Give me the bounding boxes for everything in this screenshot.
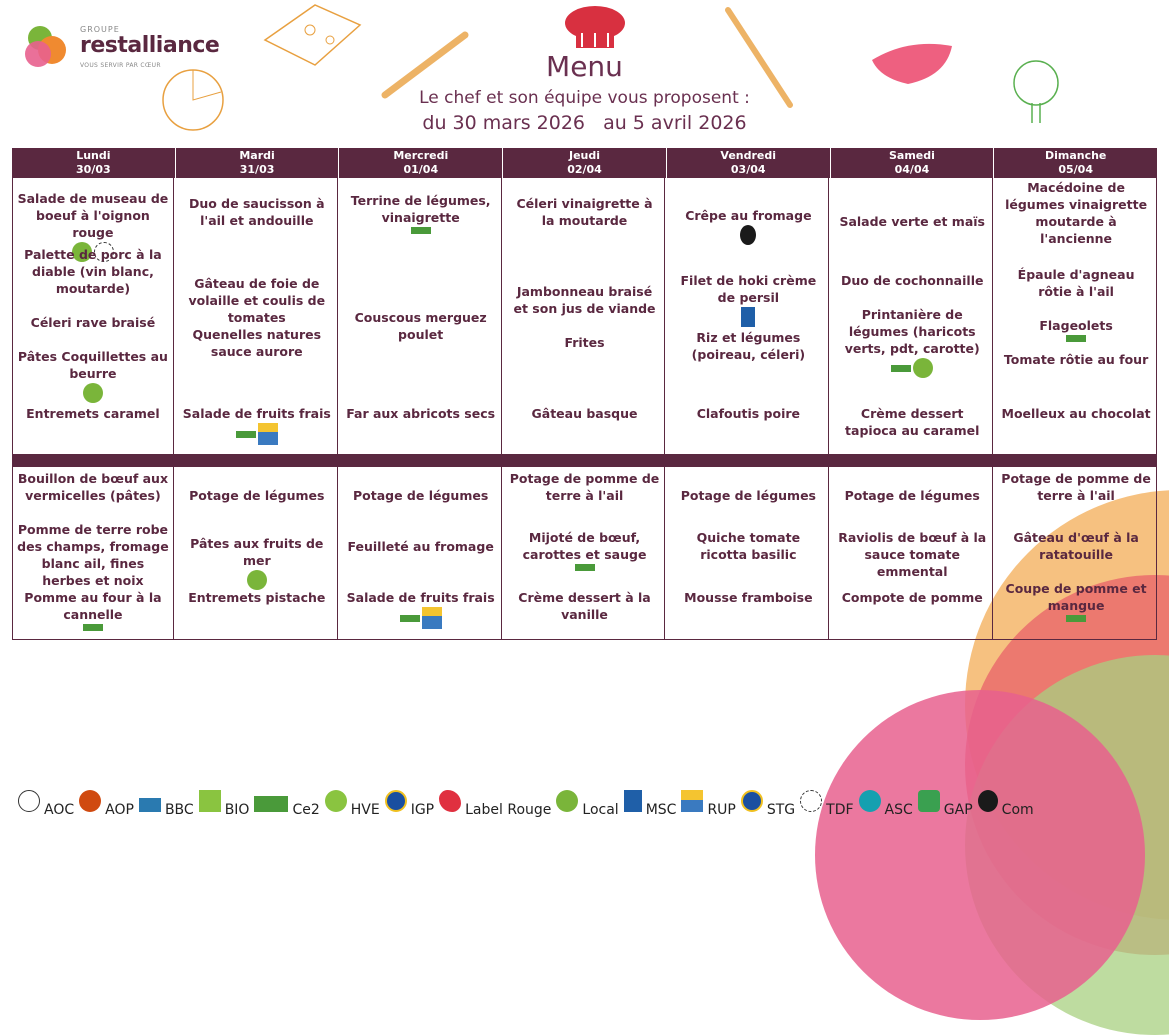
legend-item-aop: AOP	[79, 796, 134, 818]
dish: Compote de pomme	[841, 590, 983, 605]
dish: Coupe de pomme et mangue	[1000, 580, 1152, 622]
dish: Pâtes aux fruits de mer	[181, 535, 333, 590]
date-to: au 5 avril 2026	[603, 112, 747, 134]
dish: Céleri vinaigrette à la moutarde	[516, 196, 653, 228]
ce2-icon	[83, 624, 103, 631]
aop-icon	[79, 790, 101, 812]
dish: Duo de saucisson à l'ail et andouille	[188, 196, 325, 228]
lunch-cell-mardi	[177, 178, 338, 454]
lunch-cell-dimanche	[996, 178, 1156, 454]
label-legend	[18, 788, 1039, 818]
dinner-cell-vendredi	[668, 467, 829, 639]
legend-item-aoc: AOC	[18, 796, 74, 818]
legend-item-rup: RUP	[681, 796, 735, 818]
dish: Quenelles natures sauce aurore	[192, 327, 322, 359]
bio-icon	[913, 358, 933, 378]
dish: Moelleux au chocolat	[1001, 406, 1151, 421]
dish: Gâteau d'œuf à la ratatouille	[1013, 530, 1139, 562]
day-name: Jeudi	[569, 149, 601, 162]
dish: Gâteau basque	[531, 406, 638, 421]
legend-item-msc: MSC	[624, 796, 677, 818]
dish: Riz et légumes (poireau, céleri)	[691, 330, 806, 362]
dinner-cell-jeudi	[505, 467, 666, 639]
day-name: Dimanche	[1044, 149, 1107, 162]
day-date: 01/04	[403, 163, 439, 176]
legend-item-bio: BIO	[199, 796, 250, 818]
ce2-icon	[236, 431, 256, 438]
day-date: 02/04	[567, 163, 602, 176]
dish: Potage de légumes	[680, 488, 816, 503]
dish: Entremets caramel	[26, 406, 160, 421]
dish: Couscous merguez poulet	[354, 310, 487, 342]
stg-icon	[741, 790, 763, 812]
day-name: Vendredi	[720, 149, 777, 162]
local-icon	[258, 423, 278, 445]
day-date: 03/04	[730, 163, 766, 176]
local-icon	[422, 607, 442, 629]
dish: Printanière de légumes (haricots verts, pdt, carotte)	[836, 306, 988, 378]
dish: Salade de fruits frais	[181, 405, 333, 445]
dish: Tomate rôtie au four	[1003, 352, 1149, 367]
bbc-icon	[139, 798, 161, 812]
dish: Crêpe au fromage	[672, 207, 824, 245]
aoc-icon	[18, 790, 40, 812]
legend-item-igp: IGP	[385, 796, 434, 818]
dish: Potage de légumes	[844, 488, 980, 503]
day-header	[503, 148, 667, 178]
msc-icon	[741, 307, 755, 327]
legend-item-gap: GAP	[918, 796, 973, 818]
dish: Palette de porc à la diable (vin blanc, moutarde)	[24, 247, 162, 296]
rup-icon	[681, 790, 703, 812]
dinner-cell-dimanche	[996, 467, 1156, 639]
day-header	[667, 148, 831, 178]
fairtrade-icon	[740, 225, 756, 245]
ce2-icon	[400, 615, 420, 622]
bio-icon	[247, 570, 267, 590]
ce2-icon	[254, 796, 288, 812]
igp-icon	[385, 790, 407, 812]
legend-item-com: Com	[978, 796, 1034, 818]
day-date: 04/04	[894, 163, 930, 176]
logo-tagline-text: VOUS SERVIR PAR CŒUR	[80, 62, 161, 69]
dish: Potage de légumes	[353, 488, 489, 503]
label-rouge-icon	[439, 790, 461, 812]
lunch-cell-lundi	[13, 178, 174, 454]
day-name: Samedi	[888, 149, 935, 162]
day-name: Mardi	[239, 149, 275, 162]
bio-icon	[83, 383, 103, 403]
dish: Crème dessert à la vanille	[518, 590, 651, 622]
ce2-icon	[1066, 615, 1086, 622]
asc-icon	[859, 790, 881, 812]
legend-item-stg: STG	[741, 796, 795, 818]
dinner-cell-lundi	[13, 467, 174, 639]
dish: Terrine de légumes, vinaigrette	[345, 192, 497, 234]
dish: Potage de légumes	[189, 488, 325, 503]
dish: Salade de museau de boeuf à l'oignon rouge	[17, 190, 169, 262]
dish: Macédoine de légumes vinaigrette moutarde à l'ancienne	[1005, 180, 1148, 246]
dish: Feuilleté au fromage	[347, 539, 494, 554]
dish: Céleri rave braisé	[30, 315, 156, 330]
legend-item-label-rouge: Label Rouge	[439, 796, 551, 818]
legend-item-bbc: BBC	[139, 802, 194, 818]
dish: Potage de pomme de terre à l'ail	[1001, 471, 1151, 503]
legend-item-local: Local	[556, 796, 618, 818]
dish: Pomme de terre robe des champs, fromage blanc ail, fines herbes et noix	[17, 522, 169, 588]
meal-separator	[12, 455, 1157, 467]
day-date: 05/04	[1058, 163, 1093, 176]
logo-groupe-text: GROUPE	[80, 25, 120, 34]
day-date: 30/03	[76, 163, 111, 176]
dish: Salade de fruits frais	[345, 589, 497, 629]
dish: Potage de pomme de terre à l'ail	[509, 471, 660, 503]
dish: Raviolis de bœuf à la sauce tomate emmental	[838, 530, 987, 579]
chef-hat-doodle-icon	[562, 3, 628, 51]
day-header-row	[12, 148, 1157, 178]
bio-icon	[199, 790, 221, 812]
dish: Quiche tomate ricotta basilic	[696, 530, 801, 562]
dish: Salade verte et maïs	[839, 214, 985, 229]
lunch-cell-samedi	[832, 178, 993, 454]
dish: Épaule d'agneau rôtie à l'ail	[1017, 267, 1135, 299]
lunch-cell-vendredi	[668, 178, 829, 454]
dish: Far aux abricots secs	[346, 406, 496, 421]
dish: Mijoté de bœuf, carottes et sauge	[509, 529, 661, 571]
page-title: Menu	[546, 50, 623, 83]
day-name: Lundi	[76, 149, 111, 162]
logo-name-text: restalliance	[80, 33, 220, 58]
day-header	[831, 148, 995, 178]
dish: Gâteau de foie de volaille et coulis de tomates	[188, 276, 326, 325]
ce2-icon	[411, 227, 431, 234]
dish: Crème dessert tapioca au caramel	[845, 406, 980, 438]
decor-blob-pink	[815, 690, 1145, 1020]
day-header	[12, 148, 176, 178]
ce2-icon	[1066, 335, 1086, 342]
dish: Frites	[564, 335, 605, 350]
dinner-row	[12, 467, 1157, 640]
legend-item-tdf: TDF	[800, 796, 853, 818]
menu-table	[12, 148, 1157, 640]
legend-item-ce2: Ce2	[254, 802, 319, 818]
day-header	[176, 148, 340, 178]
ce2-icon	[891, 365, 911, 372]
dish: Bouillon de bœuf aux vermicelles (pâtes)	[17, 471, 169, 503]
ce2-icon	[575, 564, 595, 571]
day-date: 31/03	[239, 163, 275, 176]
date-from: du 30 mars 2026	[422, 112, 586, 134]
dish: Pâtes Coquillettes au beurre	[17, 348, 169, 403]
dish: Entremets pistache	[188, 590, 326, 605]
date-range	[0, 112, 1169, 134]
day-name: Mercredi	[393, 149, 449, 162]
day-header	[994, 148, 1157, 178]
fairtrade-icon	[978, 790, 998, 812]
dish: Jambonneau braisé et son jus de viande	[513, 284, 656, 316]
dish: Pomme au four à la cannelle	[17, 589, 169, 631]
dinner-cell-samedi	[832, 467, 993, 639]
day-header	[339, 148, 503, 178]
dish: Filet de hoki crème de persil	[672, 272, 824, 327]
dinner-cell-mercredi	[341, 467, 502, 639]
tdf-icon	[800, 790, 822, 812]
dish: Clafoutis poire	[696, 406, 801, 421]
dish: Flageolets	[1000, 317, 1152, 342]
lunch-row	[12, 178, 1157, 455]
legend-item-asc: ASC	[859, 796, 913, 818]
page-subtitle: Le chef et son équipe vous proposent :	[419, 88, 750, 108]
msc-icon	[624, 790, 642, 812]
dish: Duo de cochonnaille	[841, 273, 984, 288]
gap-icon	[918, 790, 940, 812]
dinner-cell-mardi	[177, 467, 338, 639]
lunch-cell-jeudi	[505, 178, 666, 454]
dish: Mousse framboise	[684, 590, 813, 605]
lunch-cell-mercredi	[341, 178, 502, 454]
local-icon	[556, 790, 578, 812]
hve-icon	[325, 790, 347, 812]
legend-item-hve: HVE	[325, 796, 380, 818]
